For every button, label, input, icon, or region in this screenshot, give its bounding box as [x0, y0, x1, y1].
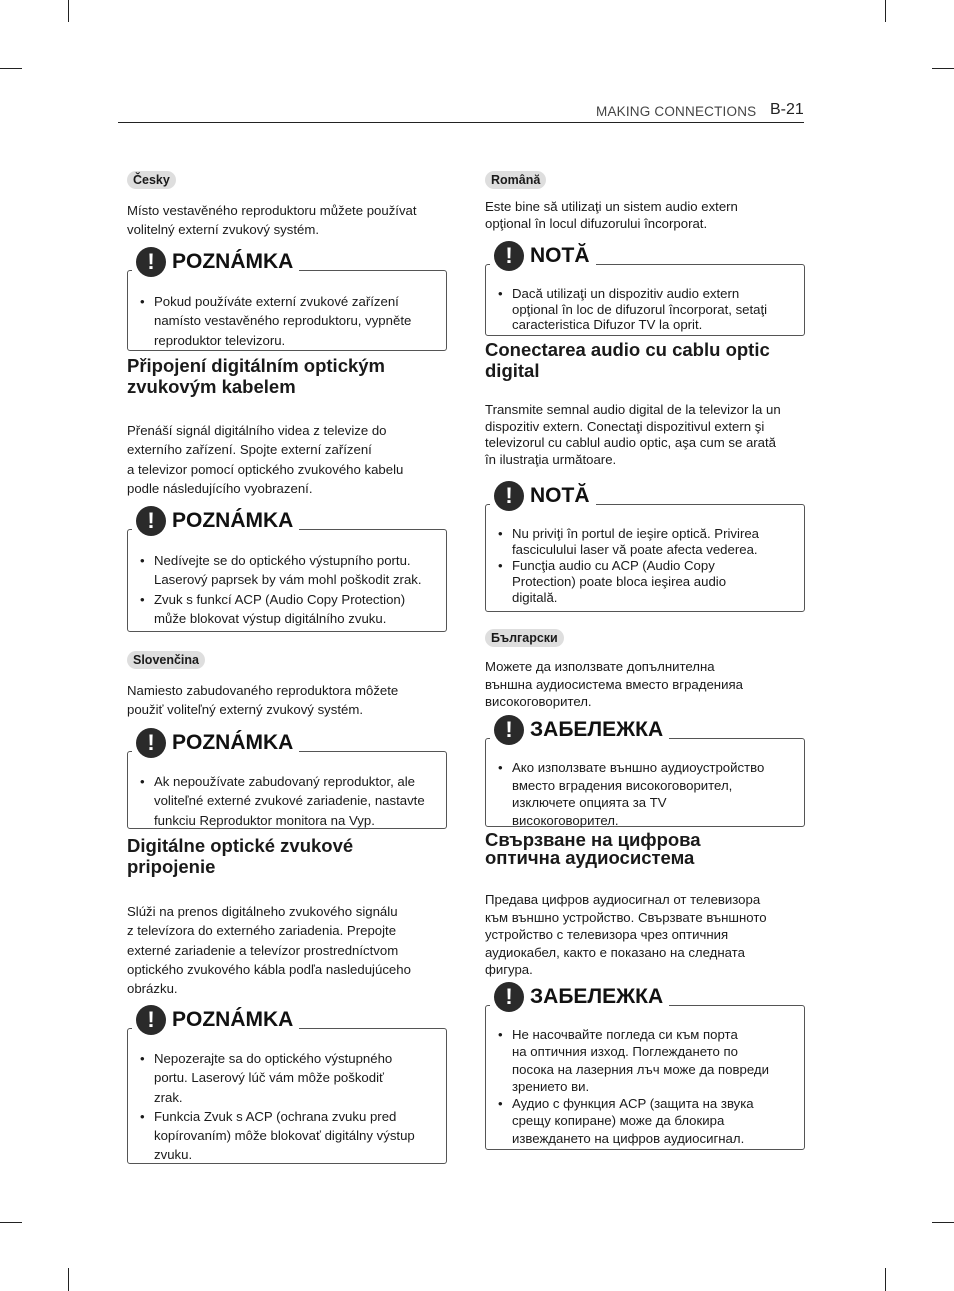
- note-box: [485, 483, 805, 612]
- warning-icon: !: [494, 715, 524, 745]
- warning-icon: !: [494, 241, 524, 271]
- note-box: [127, 508, 447, 632]
- note-header: [490, 481, 596, 511]
- warning-icon: !: [136, 247, 166, 277]
- page-number: B-21: [770, 101, 804, 118]
- crop-mark: [885, 1268, 886, 1291]
- note-header: [490, 982, 669, 1012]
- crop-mark: [68, 1268, 69, 1291]
- note-title: ЗАБЕЛЕЖКА: [530, 985, 664, 1008]
- note-header: [132, 506, 299, 536]
- note-box: [127, 249, 447, 351]
- bg-intro: Можете да използвате допълнителна външна аудиосистема вместо вграденияа високоговорител.: [485, 659, 743, 709]
- cs-body: Přenáší signál digitálního videa z televize do externího zařízení. Spojte externí zařízení a televizor pomocí optického zvukového kabelu podle následujícího vyobrazení.: [127, 423, 404, 496]
- note-title: ЗАБЕЛЕЖКА: [530, 718, 664, 741]
- note-title: NOTĂ: [530, 244, 590, 267]
- warning-icon: !: [136, 1005, 166, 1035]
- sk-body: Slúži na prenos digitálneho zvukového signálu z televízora do externého zariadenia. Prepojte externé zariadenie a televízor prostredníctvom optického zvukového kábla podľa nasledujúceho obrázku.: [127, 904, 411, 997]
- note-header: [490, 715, 669, 745]
- note-item: • Zvuk s funkcí ACP (Audio Copy Protection) může blokovat výstup digitálního zvuku.: [128, 590, 446, 629]
- note-item: • Pokud používáte externí zvukové zařízení namísto vestavěného reproduktoru, vypněte reproduktor televizoru.: [128, 292, 446, 350]
- lang-badge-cs: [127, 171, 176, 189]
- crop-mark: [68, 0, 69, 22]
- ro-section-heading: Conectarea audio cu cablu optic digital: [485, 339, 770, 381]
- note-title: POZNÁMKA: [172, 509, 294, 532]
- crop-mark: [932, 1222, 954, 1223]
- cs-section-heading: Připojení digitálním optickým zvukovým kabelem: [127, 355, 386, 397]
- lang-badge-label: Česky: [127, 171, 176, 189]
- cs-intro: Místo vestavěného reproduktoru můžete používat volitelný externí zvukový systém.: [127, 203, 417, 238]
- note-item: • Nepozerajte sa do optického výstupného portu. Laserový lúč vám môže poškodiť zrak.: [128, 1049, 446, 1107]
- note-header: [490, 241, 596, 271]
- warning-icon: !: [136, 728, 166, 758]
- note-header: [132, 728, 299, 758]
- note-box: [485, 243, 805, 336]
- header-rule: [118, 122, 804, 123]
- note-item: • Nedívejte se do optického výstupního portu. Laserový paprsek by vám mohl poškodit zrak.: [128, 551, 446, 590]
- header-section-title: MAKING CONNECTIONS: [596, 104, 757, 119]
- note-box: [127, 1007, 447, 1164]
- ro-body: Transmite semnal audio digital de la televizor la un dispozitiv extern. Conectaţi dispozitivul extern şi televizorul cu cablul audio optic, aşa cum se arată în ilustraţia următoare.: [485, 402, 781, 467]
- note-box: [485, 984, 805, 1150]
- note-item: • Funcţia audio cu ACP (Audio Copy Protection) poate bloca ieşirea audio digitală.: [486, 558, 804, 606]
- note-box: [127, 730, 447, 829]
- note-header: [132, 1005, 299, 1035]
- note-title: POZNÁMKA: [172, 731, 294, 754]
- lang-badge-label: Română: [485, 171, 546, 189]
- crop-mark: [0, 68, 22, 69]
- lang-badge-bg: [485, 629, 564, 647]
- lang-badge-label: Български: [485, 629, 564, 647]
- crop-mark: [0, 1222, 22, 1223]
- note-item: • Nu priviţi în portul de ieşire optică. Privirea fasciculului laser vă poate afecta vederea.: [486, 526, 804, 558]
- note-header: [132, 247, 299, 277]
- note-title: POZNÁMKA: [172, 1008, 294, 1031]
- bg-section-heading: Свързване на цифрова оптична аудиосистема: [485, 829, 701, 868]
- warning-icon: !: [494, 982, 524, 1012]
- note-title: POZNÁMKA: [172, 250, 294, 273]
- bg-body: Предава цифров аудиосигнал от телевизора към външно устройство. Свързвате външното устройство с телевизора чрез оптичния аудиокабел, както е показано на следната фигура.: [485, 892, 767, 977]
- warning-icon: !: [494, 481, 524, 511]
- note-item: • Ak nepoužívate zabudovaný reproduktor, ale voliteľné externé zvukové zariadenie, nastavte funkciu Reproduktor monitora na Vyp.: [128, 772, 446, 830]
- note-item: • Аудио с функция ACP (защита на звука срещу копиране) може да блокира извеждането на цифров аудиосигнал.: [486, 1095, 804, 1147]
- note-item: • Funkcia Zvuk s ACP (ochrana zvuku pred kopírovaním) môže blokovať digitálny výstup zvuku.: [128, 1107, 446, 1165]
- note-item: • Dacă utilizaţi un dispozitiv audio extern opţional în loc de difuzorul încorporat, setaţi caracteristica Difuzor TV la oprit.: [486, 286, 804, 333]
- note-item: • Ако използвате външно аудиоустройство вместо вградения високоговорител, изключете опцията за TV високоговорител.: [486, 759, 804, 829]
- note-box: [485, 717, 805, 828]
- lang-badge-ro: [485, 171, 546, 189]
- note-title: NOTĂ: [530, 484, 590, 507]
- lang-badge-label: Slovenčina: [127, 651, 205, 669]
- crop-mark: [932, 68, 954, 69]
- note-item: • Не насочвайте погледа си към порта на оптичния изход. Поглеждането по посока на лазерния лъч може да повреди зрението ви.: [486, 1026, 804, 1095]
- warning-icon: !: [136, 506, 166, 536]
- sk-intro: Namiesto zabudovaného reproduktora môžete použiť voliteľný externý zvukový systém.: [127, 683, 399, 718]
- crop-mark: [885, 0, 886, 22]
- lang-badge-sk: [127, 651, 205, 669]
- ro-intro: Este bine să utilizaţi un sistem audio extern opţional în locul difuzorului încorporat.: [485, 199, 738, 231]
- sk-section-heading: Digitálne optické zvukové pripojenie: [127, 835, 354, 877]
